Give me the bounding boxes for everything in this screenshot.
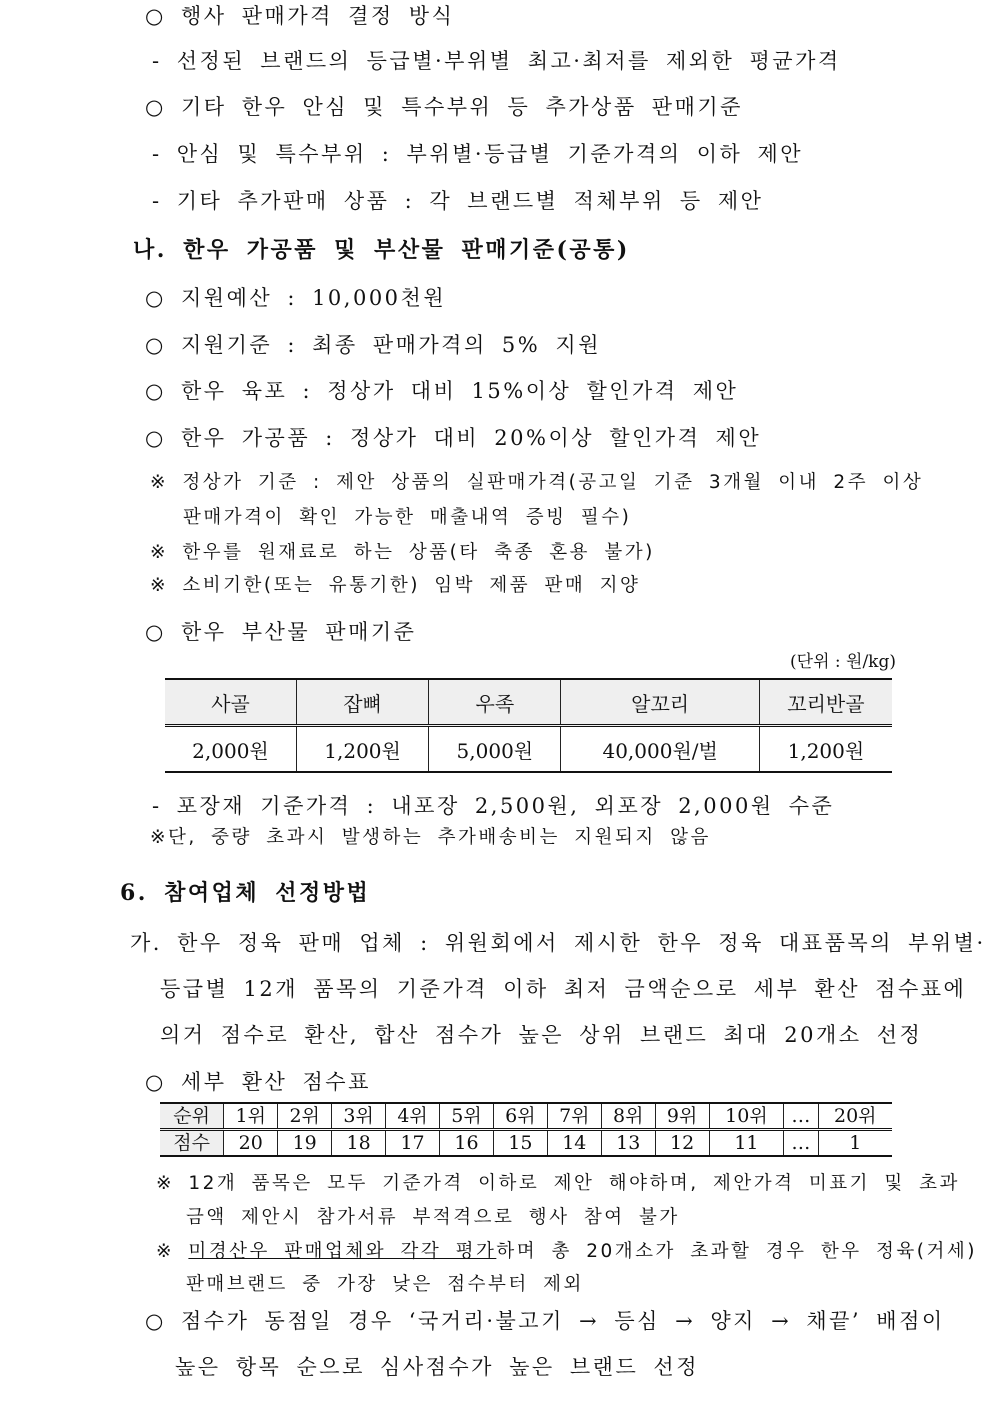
score-cell: 11 <box>709 1130 784 1157</box>
score-cell: 18 <box>332 1130 386 1157</box>
note-evaluation-prefix: ※ <box>156 1241 189 1262</box>
dash-average-price: - 선정된 브랜드의 등급별·부위별 최고·최저를 제외한 평균가격 <box>152 49 841 73</box>
score-cell: 17 <box>386 1130 440 1157</box>
table-header-row <box>165 679 892 726</box>
table-cell: 1,200원 <box>296 726 428 773</box>
bullet-additional-products: ○ 기타 한우 안심 및 특수부위 등 추가상품 판매기준 <box>145 95 743 119</box>
rank-cell: 20위 <box>818 1103 892 1130</box>
rank-cell: 5위 <box>440 1103 494 1130</box>
para-ga-line3: 의거 점수로 환산, 합산 점수가 높은 상위 브랜드 최대 20개소 선정 <box>160 1023 923 1047</box>
table-cell: 40,000원/벌 <box>561 726 759 773</box>
note-regular-price: ※ 정상가 기준 : 제안 상품의 실판매가격(공고일 기준 3개월 이내 2주 이상 <box>150 472 924 493</box>
para-ga-line2: 등급별 12개 품목의 기준가격 이하 최저 금액순으로 세부 환산 점수표에 <box>160 977 967 1001</box>
score-cell: … <box>784 1130 818 1157</box>
note-evaluation-rest: 하며 총 20개소가 초과할 경우 한우 정육(거세) <box>496 1241 977 1262</box>
score-cell: 12 <box>655 1130 709 1157</box>
score-cell: 15 <box>493 1130 547 1157</box>
bullet-processed: ○ 한우 가공품 : 정상가 대비 20%이상 할인가격 제안 <box>145 426 762 450</box>
note-evaluation <box>156 1237 977 1263</box>
table-cell: 1,200원 <box>759 726 892 773</box>
score-row <box>160 1130 892 1157</box>
score-conversion-table <box>160 1102 892 1157</box>
bullet-support-criteria: ○ 지원기준 : 최종 판매가격의 5% 지원 <box>145 333 601 357</box>
note-regular-price-cont: 판매가격이 확인 가능한 매출내역 증빙 필수) <box>183 507 632 528</box>
note-expiry: ※ 소비기한(또는 유통기한) 임박 제품 판매 지양 <box>150 575 641 596</box>
para-ga-line1: 가. 한우 정육 판매 업체 : 위원회에서 제시한 한우 정육 대표품목의 부위별· <box>130 931 986 955</box>
bullet-tie-rule: ○ 점수가 동점일 경우 ‘국거리·불고기 → 등심 → 양지 → 채끝’ 배점이 <box>145 1309 945 1333</box>
score-label: 점수 <box>160 1130 224 1157</box>
score-cell: 19 <box>278 1130 332 1157</box>
col-header: 꼬리반골 <box>759 679 892 726</box>
bullet-jerky: ○ 한우 육포 : 정상가 대비 15%이상 할인가격 제안 <box>145 379 739 403</box>
col-header: 우족 <box>429 679 561 726</box>
note-all-items: ※ 12개 품목은 모두 기준가격 이하로 제안 해야하며, 제안가격 미표기 및 초과 <box>156 1173 960 1194</box>
section-heading-6: 6. 참여업체 선정방법 <box>120 880 371 906</box>
rank-cell: 10위 <box>709 1103 784 1130</box>
score-cell: 16 <box>440 1130 494 1157</box>
note-evaluation-underlined: 미경산우 판매업체와 각각 평가 <box>188 1241 497 1262</box>
byproduct-price-table <box>165 678 892 773</box>
note-raw-material: ※ 한우를 원재료로 하는 상품(타 축종 혼용 불가) <box>150 542 655 563</box>
rank-cell: 3위 <box>332 1103 386 1130</box>
rank-cell: 6위 <box>493 1103 547 1130</box>
rank-cell: 8위 <box>601 1103 655 1130</box>
dash-packaging-price: - 포장재 기준가격 : 내포장 2,500원, 외포장 2,000원 수준 <box>152 794 835 818</box>
col-header: 알꼬리 <box>561 679 759 726</box>
bullet-score-table: ○ 세부 환산 점수표 <box>145 1070 371 1094</box>
score-cell: 13 <box>601 1130 655 1157</box>
section-heading-na: 나. 한우 가공품 및 부산물 판매기준(공통) <box>133 237 630 263</box>
unit-label: (단위 : 원/kg) <box>790 652 896 672</box>
score-cell: 1 <box>818 1130 892 1157</box>
rank-row <box>160 1103 892 1130</box>
table-cell: 2,000원 <box>165 726 296 773</box>
score-cell: 14 <box>547 1130 601 1157</box>
bullet-tie-rule-cont: 높은 항목 순으로 심사점수가 높은 브랜드 선정 <box>175 1355 699 1379</box>
rank-cell: 7위 <box>547 1103 601 1130</box>
rank-label: 순위 <box>160 1103 224 1130</box>
bullet-byproduct-criteria: ○ 한우 부산물 판매기준 <box>145 620 417 644</box>
col-header: 사골 <box>165 679 296 726</box>
table-cell: 5,000원 <box>429 726 561 773</box>
score-cell: 20 <box>224 1130 278 1157</box>
col-header: 잡뼈 <box>296 679 428 726</box>
rank-cell: 1위 <box>224 1103 278 1130</box>
note-evaluation-cont: 판매브랜드 중 가장 낮은 점수부터 제외 <box>186 1274 584 1295</box>
rank-cell: 9위 <box>655 1103 709 1130</box>
dash-other-products: - 기타 추가판매 상품 : 각 브랜드별 적체부위 등 제안 <box>152 189 764 213</box>
note-all-items-cont: 금액 제안시 참가서류 부적격으로 행사 참여 불가 <box>186 1207 680 1228</box>
rank-cell: … <box>784 1103 818 1130</box>
bullet-budget: ○ 지원예산 : 10,000천원 <box>145 286 447 310</box>
table-row <box>165 726 892 773</box>
rank-cell: 2위 <box>278 1103 332 1130</box>
rank-cell: 4위 <box>386 1103 440 1130</box>
dash-tenderloin-special: - 안심 및 특수부위 : 부위별·등급별 기준가격의 이하 제안 <box>152 142 804 166</box>
bullet-price-method: ○ 행사 판매가격 결정 방식 <box>145 4 455 28</box>
note-shipping: ※단, 중량 초과시 발생하는 추가배송비는 지원되지 않음 <box>150 827 711 848</box>
